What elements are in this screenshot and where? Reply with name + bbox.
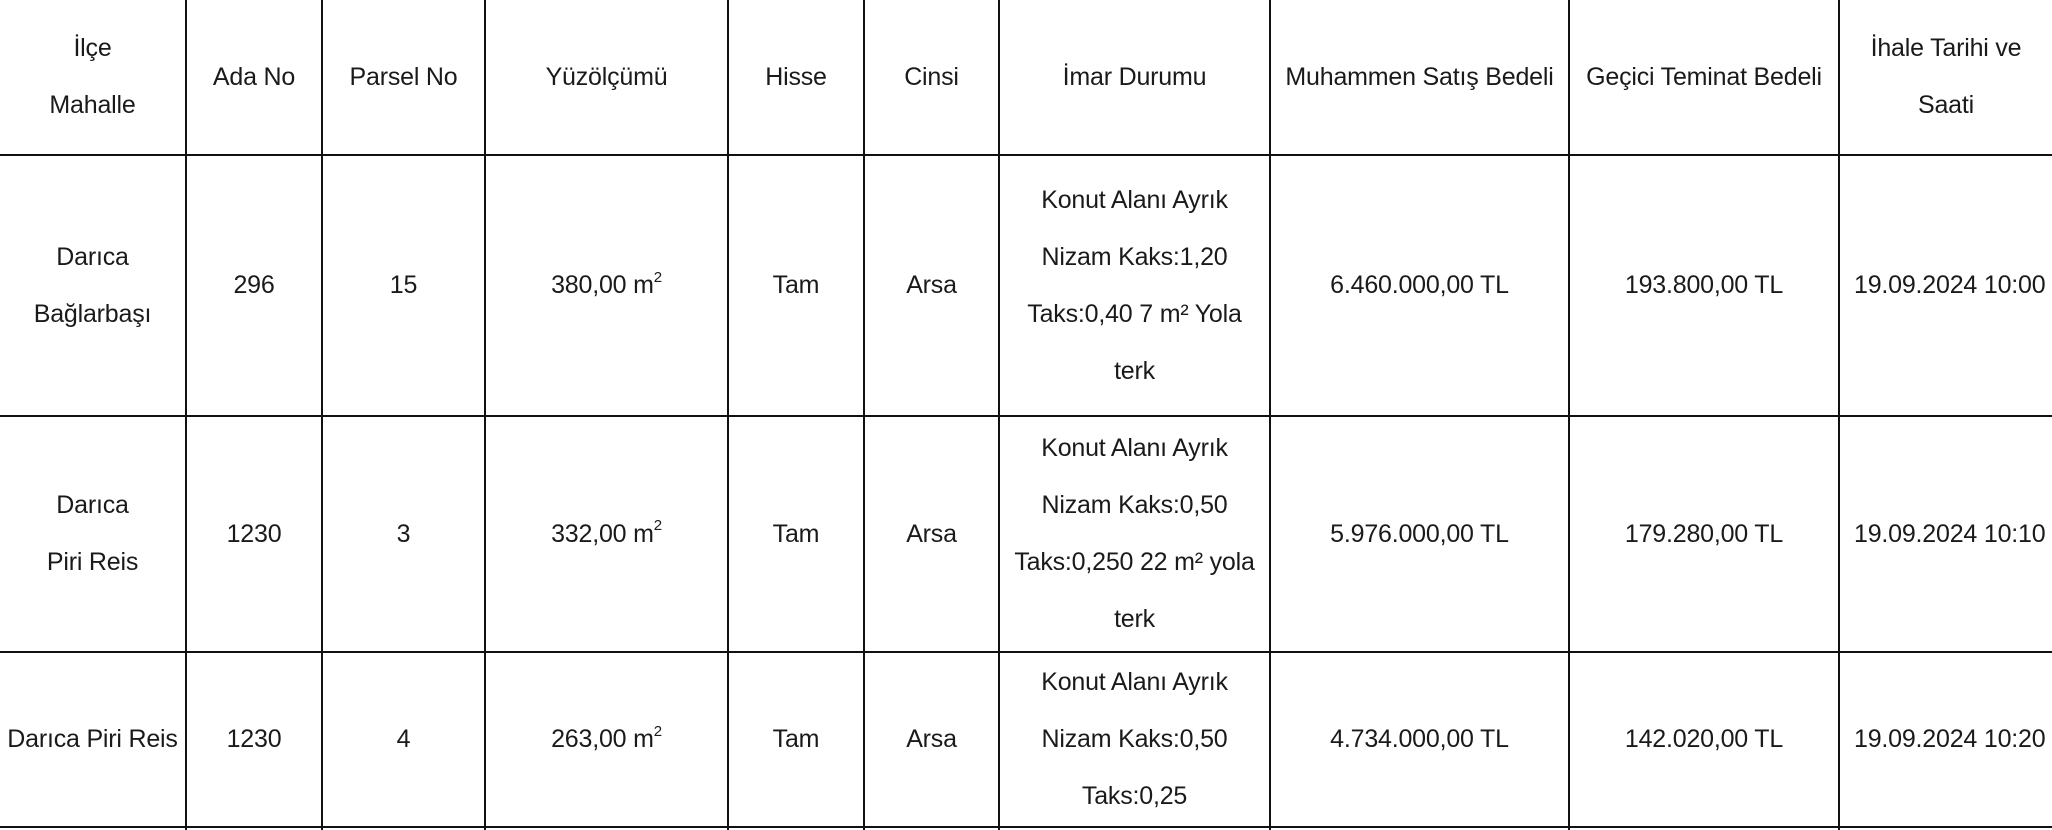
row3-ilce-mahalle <box>0 653 185 826</box>
row3-teminat-value: 142.020,00 TL <box>1624 725 1784 753</box>
row2-imar-durumu <box>1000 417 1269 651</box>
row3-hisse-value: Tam <box>772 725 820 753</box>
row3-ihale <box>1840 653 2052 826</box>
row3-teminat <box>1570 653 1838 826</box>
row1-imar-line1: Konut Alanı Ayrık <box>1041 185 1228 214</box>
row2-muhammen <box>1271 417 1568 651</box>
header-parsel-no <box>323 0 484 154</box>
row2-teminat-value: 179.280,00 TL <box>1624 519 1784 548</box>
row3-muhammen <box>1271 653 1568 826</box>
row2-imar-line4: terk <box>1114 605 1155 633</box>
row1-parsel-value: 15 <box>389 271 418 299</box>
row2-muhammen-value: 5.976.000,00 TL <box>1330 519 1509 548</box>
row1-hisse <box>729 156 863 415</box>
header-yuzolcumu-label: Yüzölçümü <box>545 62 668 91</box>
header-ihale-line1: İhale Tarihi ve <box>1870 34 2022 62</box>
row1-ada-no <box>187 156 321 415</box>
row3-imar-line2: Nizam Kaks:0,50 <box>1041 725 1228 753</box>
row1-yuzolcumu <box>486 156 727 415</box>
header-hisse <box>729 0 863 154</box>
row2-mahalle: Piri Reis <box>46 548 139 576</box>
row2-imar-line3: Taks:0,250 22 m² yola <box>1014 548 1255 576</box>
row3-imar-durumu <box>1000 653 1269 826</box>
row3-cinsi <box>865 653 998 826</box>
row2-cinsi <box>865 417 998 651</box>
row1-imar-durumu <box>1000 156 1269 415</box>
row2-yuzolcumu <box>486 417 727 651</box>
row2-parsel-no <box>323 417 484 651</box>
header-muhammen-satis-bedeli <box>1271 0 1568 154</box>
header-muhammen-label: Muhammen Satış Bedeli <box>1285 62 1554 91</box>
header-imar-durumu-label: İmar Durumu <box>1062 62 1207 91</box>
header-hisse-label: Hisse <box>765 62 827 91</box>
header-ihale-line2: Saati <box>1918 91 1974 119</box>
row1-ihale <box>1840 156 2052 415</box>
row2-ilce: Darıca <box>56 491 129 519</box>
row3-yuzolcumu-sup: 2 <box>653 722 662 740</box>
row3-ilce-mahalle-value: Darıca Piri Reis <box>7 725 178 753</box>
row2-imar-line2: Nizam Kaks:0,50 <box>1041 491 1228 519</box>
row1-teminat <box>1570 156 1838 415</box>
row2-yuzolcumu-value <box>551 506 662 563</box>
row1-imar-line2: Nizam Kaks:1,20 <box>1041 242 1228 271</box>
row1-cinsi <box>865 156 998 415</box>
row3-muhammen-value: 4.734.000,00 TL <box>1330 725 1509 753</box>
row1-cinsi-value: Arsa <box>906 271 957 299</box>
header-ilce: İlçe <box>73 34 112 62</box>
header-cinsi-label: Cinsi <box>904 62 959 91</box>
row2-hisse <box>729 417 863 651</box>
row1-ihale-value: 19.09.2024 10:00 <box>1854 271 2046 299</box>
header-ilce-mahalle <box>0 0 185 154</box>
row3-ada-value: 1230 <box>226 725 282 753</box>
row2-ada-value: 1230 <box>226 519 282 548</box>
header-mahalle: Mahalle <box>49 91 136 119</box>
row1-yuzolcumu-text: 380,00 m <box>551 271 654 299</box>
header-yuzolcumu <box>486 0 727 154</box>
header-parsel-no-label: Parsel No <box>349 62 458 91</box>
row1-imar-line3: Taks:0,40 7 m² Yola <box>1027 299 1242 328</box>
row3-parsel-no <box>323 653 484 826</box>
row3-ihale-value: 19.09.2024 10:20 <box>1854 725 2046 753</box>
row3-hisse <box>729 653 863 826</box>
row2-ihale <box>1840 417 2052 651</box>
row2-yuzolcumu-text: 332,00 m <box>551 519 654 548</box>
row3-cinsi-value: Arsa <box>906 725 957 753</box>
row2-ada-no <box>187 417 321 651</box>
row2-hisse-value: Tam <box>772 519 820 548</box>
header-gecici-teminat-bedeli <box>1570 0 1838 154</box>
row1-yuzolcumu-value <box>551 257 662 314</box>
header-ada-no-label: Ada No <box>212 62 296 91</box>
row3-yuzolcumu-text: 263,00 m <box>551 725 654 753</box>
row1-imar-line4: terk <box>1114 356 1155 385</box>
row1-muhammen-value: 6.460.000,00 TL <box>1330 271 1509 299</box>
header-imar-durumu <box>1000 0 1269 154</box>
row1-yuzolcumu-sup: 2 <box>653 268 662 286</box>
row2-ilce-mahalle <box>0 417 185 651</box>
row3-parsel-value: 4 <box>396 725 411 753</box>
row1-parsel-no <box>323 156 484 415</box>
row3-ada-no <box>187 653 321 826</box>
row2-ihale-value: 19.09.2024 10:10 <box>1854 519 2046 548</box>
row1-teminat-value: 193.800,00 TL <box>1624 271 1784 299</box>
header-cinsi <box>865 0 998 154</box>
row2-imar-line1: Konut Alanı Ayrık <box>1041 434 1228 462</box>
row2-teminat <box>1570 417 1838 651</box>
row3-imar-line3: Taks:0,25 <box>1081 782 1188 810</box>
row2-parsel-value: 3 <box>396 519 411 548</box>
row1-muhammen <box>1271 156 1568 415</box>
row2-cinsi-value: Arsa <box>906 519 957 548</box>
row2-yuzolcumu-sup: 2 <box>653 517 662 535</box>
row1-mahalle: Bağlarbaşı <box>33 299 152 328</box>
row3-imar-line1: Konut Alanı Ayrık <box>1041 668 1228 696</box>
row1-ada-value: 296 <box>233 271 275 299</box>
header-ada-no <box>187 0 321 154</box>
row3-yuzolcumu-value <box>551 711 662 768</box>
header-ihale-tarihi-saati <box>1840 0 2052 154</box>
row1-ilce: Darıca <box>56 242 129 271</box>
row-divider <box>0 826 2052 828</box>
header-teminat-label: Geçici Teminat Bedeli <box>1586 62 1822 91</box>
row1-ilce-mahalle <box>0 156 185 415</box>
row1-hisse-value: Tam <box>772 271 820 299</box>
row3-yuzolcumu <box>486 653 727 826</box>
